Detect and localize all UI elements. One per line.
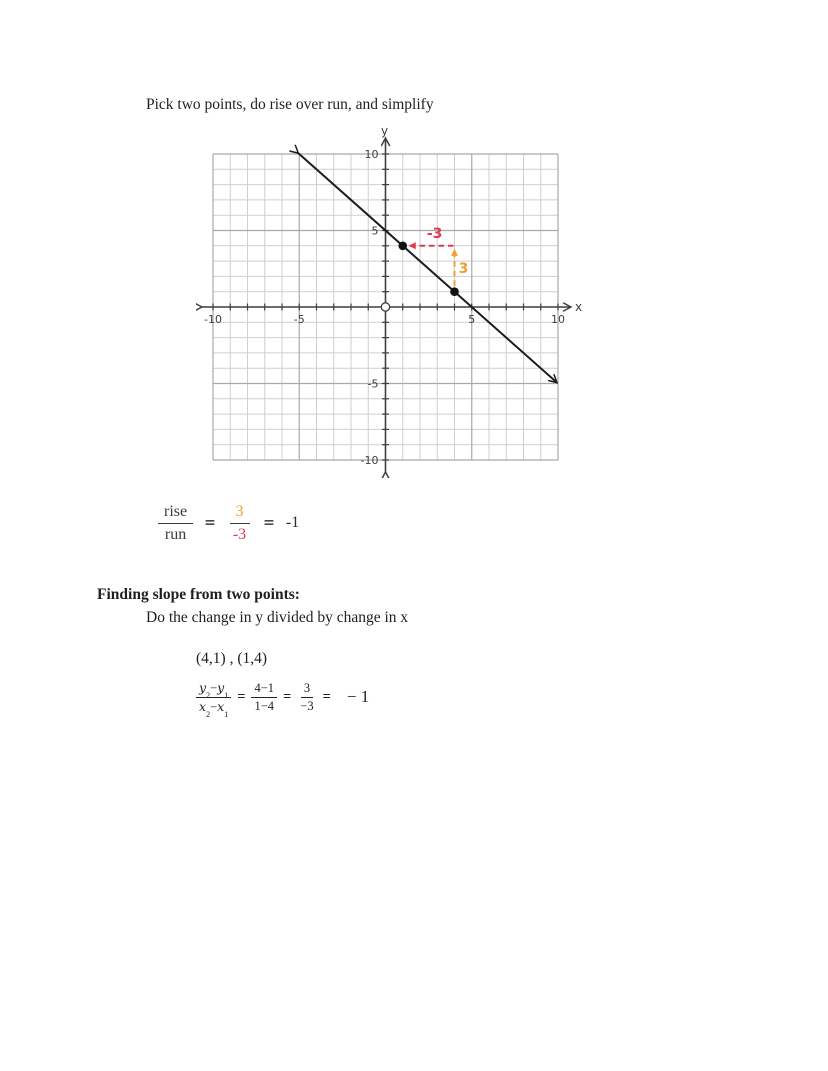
simplified-fraction xyxy=(297,681,316,714)
x-variable: x xyxy=(199,698,207,714)
run-arrow-label: -3 xyxy=(426,225,443,242)
equals-sign: = xyxy=(322,688,331,705)
denominator-simplified: −3 xyxy=(300,698,314,713)
equals-sign: = xyxy=(204,515,216,531)
equals-sign: = xyxy=(263,515,275,531)
delta-y-numerator xyxy=(196,680,231,698)
delta-x-denominator xyxy=(196,698,231,719)
rise-arrow-label: 3 xyxy=(458,260,469,277)
run-label: run xyxy=(164,525,187,543)
substituted-fraction xyxy=(251,681,277,714)
data-point xyxy=(398,242,407,251)
y-tick-label: 5 xyxy=(371,224,379,238)
subscript-1: 1 xyxy=(224,710,229,719)
coordinate-graph xyxy=(196,126,591,478)
final-slope-result: − 1 xyxy=(346,687,370,706)
section-heading: Finding slope from two points: xyxy=(97,586,300,603)
section-subheading: Do the change in y divided by change in x xyxy=(146,609,409,626)
minus-sign: − xyxy=(210,680,218,695)
y-variable: y xyxy=(217,679,225,695)
x-tick-label: 5 xyxy=(468,313,476,326)
y-axis-label: y xyxy=(380,126,389,138)
run-value: -3 xyxy=(232,525,247,543)
minus-sign: − xyxy=(210,699,218,714)
y-tick-label: 10 xyxy=(364,148,379,161)
x-tick-label: -5 xyxy=(293,313,305,326)
slope-result: -1 xyxy=(285,514,300,531)
y-tick-label: -5 xyxy=(367,377,379,391)
numerator-values: 4−1 xyxy=(251,681,277,698)
equals-sign: = xyxy=(237,688,246,705)
numerator-simplified: 3 xyxy=(301,681,313,698)
rise-label: rise xyxy=(158,503,193,524)
y-tick-label: -10 xyxy=(360,454,379,467)
subscript-2: 2 xyxy=(206,710,211,719)
slope-line-chart xyxy=(196,126,591,478)
slope-formula xyxy=(196,674,369,720)
value-fraction xyxy=(227,503,252,544)
x-axis-label: x xyxy=(575,300,583,314)
denominator-values: 1−4 xyxy=(254,698,275,713)
plotted-line xyxy=(298,152,557,382)
rise-value: 3 xyxy=(230,503,250,524)
x-variable: x xyxy=(217,698,225,714)
data-point xyxy=(450,287,459,296)
subscript-1: 1 xyxy=(224,691,229,700)
y-variable: y xyxy=(199,679,207,695)
subscript-2: 2 xyxy=(206,691,211,700)
x-tick-label: 10 xyxy=(551,313,565,326)
origin-marker xyxy=(381,303,389,311)
page-title: Pick two points, do rise over run, and simplify xyxy=(146,96,434,113)
points-pair-text: (4,1) , (1,4) xyxy=(196,650,268,667)
x-tick-label: -10 xyxy=(204,313,222,326)
rise-over-run-equation xyxy=(158,496,299,550)
rise-run-fraction xyxy=(158,503,193,544)
equals-sign: = xyxy=(283,688,292,705)
difference-quotient-fraction xyxy=(196,679,231,719)
